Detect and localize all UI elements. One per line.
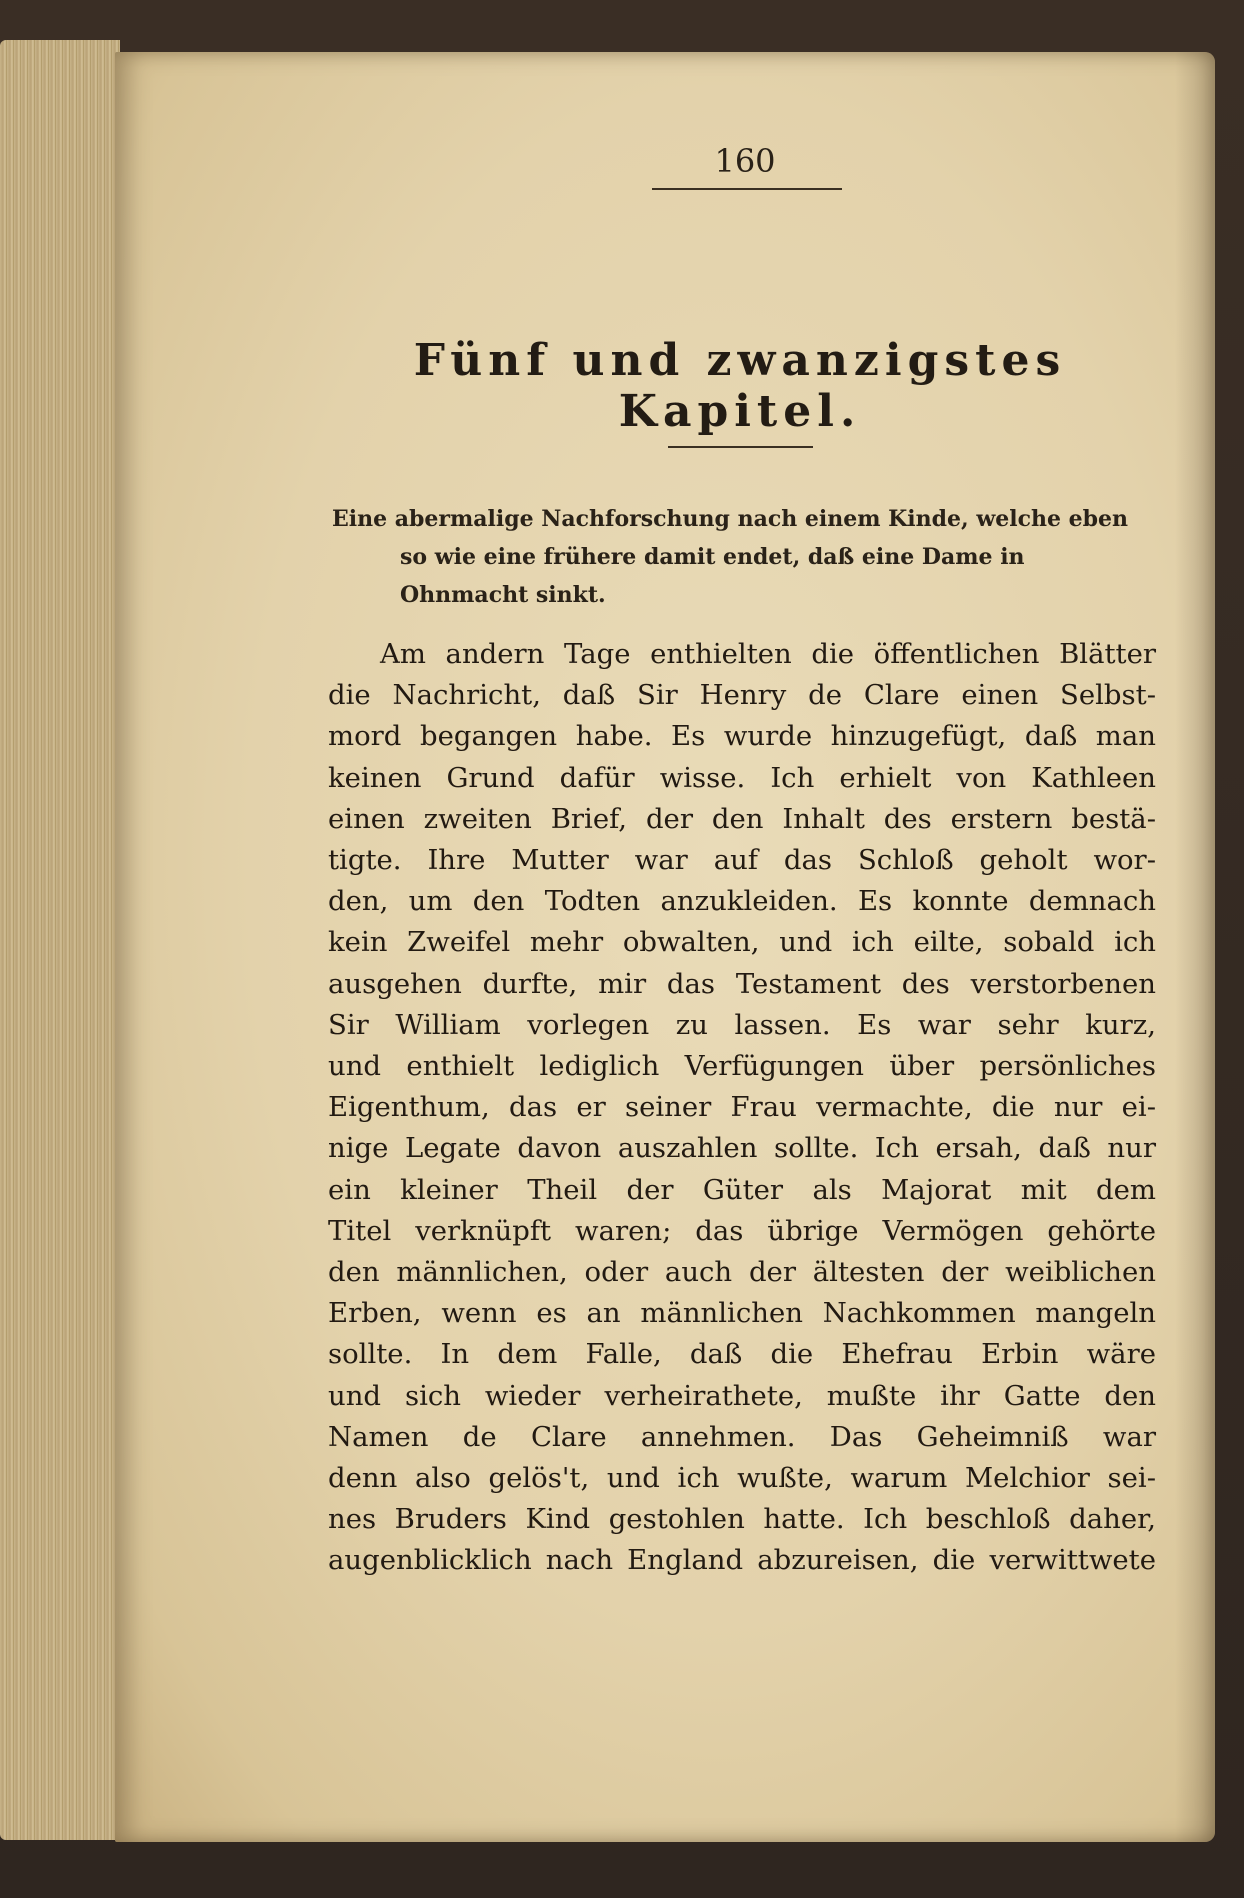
body-line: Namen de Clare annehmen. Das Geheimniß war bbox=[328, 1420, 1156, 1453]
body-line: und sich wieder verheirathete, mußte ihr Gatte den bbox=[328, 1379, 1156, 1412]
body-line: denn also gelös't, und ich wußte, warum Melchior sei- bbox=[328, 1462, 1156, 1495]
summary-line: Ohnmacht sinkt. bbox=[400, 582, 606, 608]
body-line: nes Bruders Kind gestohlen hatte. Ich beschloß daher, bbox=[328, 1503, 1156, 1536]
page-shadow bbox=[1175, 52, 1215, 1842]
body-line: Am andern Tage enthielten die öffentlichen Blätter bbox=[380, 638, 1156, 670]
chapter-title: Fünf und zwanzigstes Kapitel. bbox=[413, 335, 1067, 437]
body-line: keinen Grund dafür wisse. Ich erhielt von Kathleen bbox=[328, 761, 1156, 794]
body-line: und enthielt lediglich Verfügungen über persönliches bbox=[328, 1050, 1156, 1083]
body-line: mord begangen habe. Es wurde hinzugefügt, daß man bbox=[328, 720, 1156, 753]
body-line: den männlichen, oder auch der ältesten der weiblichen bbox=[328, 1256, 1156, 1289]
body-line: ein kleiner Theil der Güter als Majorat mit dem bbox=[328, 1173, 1156, 1206]
title-rule bbox=[668, 446, 813, 448]
body-line: kein Zweifel mehr obwalten, und ich eilte, sobald ich bbox=[328, 926, 1156, 959]
summary-line: Eine abermalige Nachforschung nach einem Kinde, welche eben bbox=[332, 506, 1129, 532]
body-line: Sir William vorlegen zu lassen. Es war sehr kurz, bbox=[328, 1008, 1156, 1041]
body-line: nige Legate davon auszahlen sollte. Ich ersah, daß nur bbox=[328, 1132, 1156, 1165]
body-line: den, um den Todten anzukleiden. Es konnte demnach bbox=[328, 885, 1156, 918]
body-line: die Nachricht, daß Sir Henry de Clare einen Selbst- bbox=[328, 679, 1156, 712]
chapter-summary bbox=[332, 500, 1162, 614]
summary-line: so wie eine frühere damit endet, daß eine Dame in bbox=[400, 544, 1025, 570]
page-edges bbox=[0, 40, 120, 1840]
page-number: 160 bbox=[714, 142, 776, 180]
body-line: Titel verknüpft waren; das übrige Vermögen gehörte bbox=[328, 1214, 1156, 1247]
body-line: Eigenthum, das er seiner Frau vermachte, die nur ei- bbox=[328, 1091, 1156, 1124]
header-rule bbox=[652, 188, 842, 190]
body-line: ausgehen durfte, mir das Testament des verstorbenen bbox=[328, 967, 1156, 1000]
body-line: sollte. In dem Falle, daß die Ehefrau Erbin wäre bbox=[328, 1338, 1156, 1371]
body-line: einen zweiten Brief, der den Inhalt des erstern bestä- bbox=[328, 802, 1156, 835]
body-line: augenblicklich nach England abzureisen, die verwittwete bbox=[328, 1544, 1156, 1577]
body-line: tigte. Ihre Mutter war auf das Schloß geholt wor- bbox=[328, 844, 1156, 877]
body-line: Erben, wenn es an männlichen Nachkommen mangeln bbox=[328, 1297, 1156, 1330]
body-text bbox=[328, 634, 1156, 1582]
